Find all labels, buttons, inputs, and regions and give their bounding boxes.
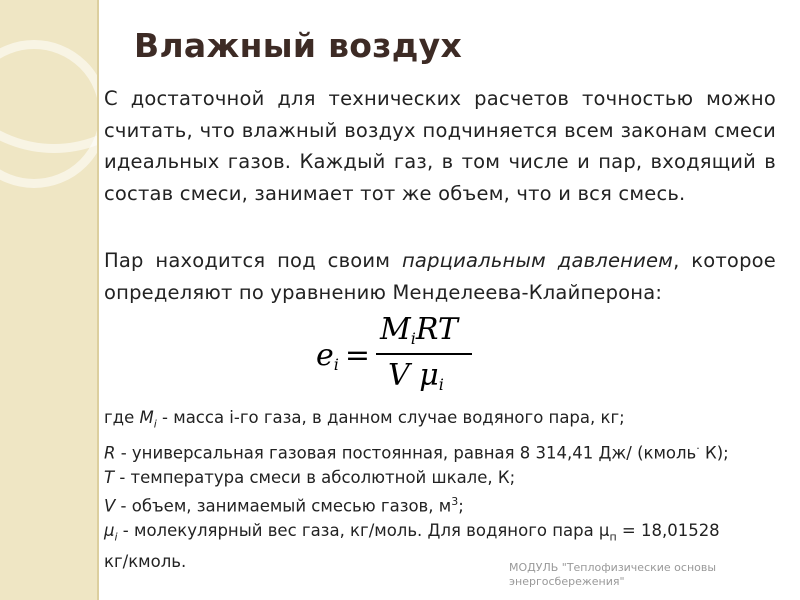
steam-subscript: п [609,530,617,544]
formula-V: V [388,358,410,393]
symbol-mu: μ [104,521,115,541]
formula-mu-sub: i [438,375,444,394]
symbol-R: R [104,443,116,463]
formula-e-sub: i [333,355,339,374]
definition-mass-text: - масса i-го газа, в данном случае водяного пара, кг; [156,408,625,427]
steam-molecular-weight-value: = 18,01528 [616,521,720,541]
definition-gas-constant [104,437,784,466]
multiplication-dot: · [696,441,700,455]
paragraph-text-end: , которое определяют по уравнению Менделеева-Клайперона: [104,249,776,304]
page-title: Влажный воздух [134,26,463,65]
definition-temperature-text: - температура смеси в абсолютной шкале, К; [114,467,516,487]
definition-volume-end: ; [458,496,464,516]
symbol-mu-sub: i [114,530,118,544]
symbol-M-sub: i [153,417,157,431]
decorative-ring-small [0,40,99,188]
paragraph-text-start: Пар находится под своим [104,249,402,272]
intro-paragraph: С достаточной для технических расчетов точностью можно считать, что влажный воздух подчиняется всем законам смеси идеальных газов. Каждый газ, в том числе и пар, входящий в состав смеси, занимает тот же объем, что и вся смесь. [104,87,776,205]
definition-molecular-weight-text: - молекулярный вес газа, кг/моль. Для водяного пара μ [117,521,610,541]
definition-prefix: где [104,408,140,427]
mendeleev-clapeyron-formula [316,312,476,400]
formula-mu: μ [419,358,439,393]
formula-e: e [316,338,334,373]
partial-pressure-paragraph [104,245,776,308]
partial-pressure-term: парциальным давлением [401,249,674,272]
molecular-weight-unit: кг/кмоль. [104,552,187,572]
module-footer: МОДУЛЬ "Теплофизические основы энергосбережения" [509,561,717,588]
definition-volume-text: - объем, занимаемый смесью газов, м [115,496,452,516]
definition-molecular-weight [104,519,784,550]
cubic-superscript: 3 [451,495,459,509]
definition-gas-constant-unit: К); [699,443,729,463]
formula-equals: = [344,338,371,373]
symbol-V: V [104,496,116,516]
formula-M: M [380,312,411,347]
formula-denominator [388,358,444,394]
symbol-T: T [104,467,115,487]
formula-RT: RT [415,312,458,347]
definition-volume [104,490,784,519]
formula-lhs [316,338,370,374]
definition-temperature [104,466,784,491]
decorative-sidebar [0,0,99,600]
definitions-list [104,406,784,575]
definition-mass [104,406,784,437]
formula-numerator [380,312,458,348]
formula-M-sub: i [410,329,416,348]
symbol-M: M [139,408,154,427]
fraction-bar [376,353,472,355]
definition-gas-constant-text: - универсальная газовая постоянная, равная 8 314,41 Дж/ (кмоль [115,443,697,463]
